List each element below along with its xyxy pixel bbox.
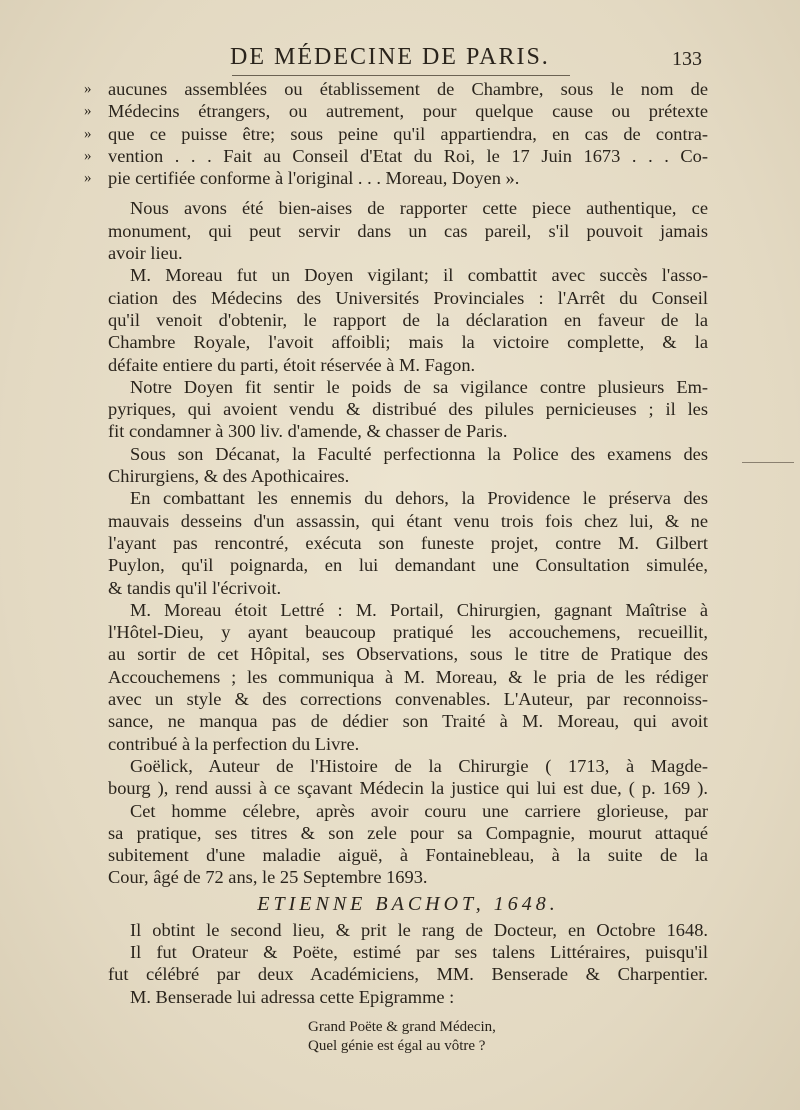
text-line: [108, 666, 708, 688]
page-number: 133: [672, 48, 702, 70]
line-text: avec un style & des corrections convenables. L'Auteur, par reconnoiss-: [108, 689, 708, 710]
text-line: [108, 420, 708, 442]
body-text: [84, 78, 708, 1056]
line-text: Cet homme célebre, après avoir couru une carriere glorieuse, par: [130, 800, 708, 821]
line-text: subitement d'une maladie aiguë, à Fontainebleau, à la suite de la: [108, 845, 708, 866]
line-text: sance, ne manqua pas de dédier son Traité à M. Moreau, qui avoit: [108, 711, 708, 732]
text-line: [108, 220, 708, 242]
text-line: [108, 465, 708, 487]
line-text: vention . . . Fait au Conseil d'Etat du Roi, le 17 Juin 1673 . . . Co-: [108, 145, 708, 166]
text-line: [84, 145, 708, 167]
line-text: l'ayant pas rencontré, exécuta son funeste projet, contre M. Gilbert: [108, 532, 708, 553]
line-text: bourg ), rend aussi à ce sçavant Médecin la justice qui lui est due, ( p. 169 ).: [108, 778, 708, 799]
line-text: monument, qui peut servir dans un cas pareil, s'il pouvoit jamais: [108, 220, 708, 241]
line-text: & tandis qu'il l'écrivoit.: [108, 577, 282, 598]
line-text: M. Moreau étoit Lettré : M. Portail, Chirurgien, gagnant Maîtrise à: [130, 599, 708, 620]
line-text: Goëlick, Auteur de l'Histoire de la Chirurgie ( 1713, à Magde-: [130, 755, 708, 776]
text-line: [108, 354, 708, 376]
text-line: [108, 621, 708, 643]
text-line: [84, 78, 708, 100]
line-text: M. Benserade lui adressa cette Epigramme :: [130, 986, 455, 1007]
line-text: fut célébré par deux Académiciens, MM. Benserade & Charpentier.: [108, 964, 708, 985]
line-text: mauvais desseins d'un assassin, qui étant venu trois fois chez lui, & ne: [108, 510, 708, 531]
text-line: [108, 487, 708, 509]
text-line: [108, 532, 708, 554]
verse-line: Quel génie est égal au vôtre ?: [308, 1037, 486, 1054]
text-line: [108, 443, 708, 465]
text-line: [108, 986, 708, 1008]
text-line: [108, 331, 708, 353]
line-text: En combattant les ennemis du dehors, la Providence le préserva des: [130, 488, 708, 509]
text-line: [108, 398, 708, 420]
line-text: pie certifiée conforme à l'original . . . Moreau, Doyen ».: [108, 168, 520, 189]
line-text: au sortir de cet Hôpital, ses Observations, sous le titre de Pratique des: [108, 644, 708, 665]
verse-line: Grand Poëte & grand Médecin,: [308, 1018, 496, 1035]
text-line: [84, 100, 708, 122]
text-line: [84, 167, 708, 189]
text-line: [108, 941, 708, 963]
line-text: Chambre Royale, l'avoit affoibli; mais la victoire complette, & la: [108, 332, 708, 353]
text-line: [108, 919, 708, 941]
text-line: [108, 599, 708, 621]
line-text: avoir lieu.: [108, 243, 183, 264]
line-text: Sous son Décanat, la Faculté perfectionna la Police des examens des: [130, 443, 708, 464]
header-rule: [232, 75, 570, 76]
line-text: Il obtint le second lieu, & prit le rang de Docteur, en Octobre 1648.: [130, 919, 708, 940]
line-text: Il fut Orateur & Poëte, estimé par ses talens Littéraires, puisqu'il: [130, 941, 708, 962]
line-text: ciation des Médecins des Universités Provinciales : l'Arrêt du Conseil: [108, 287, 708, 308]
text-line: [108, 963, 708, 985]
text-line: [108, 755, 708, 777]
text-line: [108, 554, 708, 576]
text-line: [108, 309, 708, 331]
line-text: sa pratique, ses titres & son zele pour sa Compagnie, mourut attaqué: [108, 822, 708, 843]
text-line: [108, 376, 708, 398]
text-line: [108, 866, 708, 888]
page-header: [0, 44, 800, 74]
quotation-mark: »: [84, 125, 92, 142]
text-line: [84, 123, 708, 145]
quotation-mark: »: [84, 103, 92, 120]
section-heading: ETIENNE BACHOT, 1648.: [257, 892, 559, 915]
text-line: [108, 710, 708, 732]
epigram-verse: [108, 1018, 708, 1056]
line-text: Cour, âgé de 72 ans, le 25 Septembre 1693.: [108, 867, 428, 888]
text-line: [108, 287, 708, 309]
line-text: Nous avons été bien-aises de rapporter cette piece authentique, ce: [130, 198, 708, 219]
quotation-mark: »: [84, 81, 92, 97]
text-line: [108, 242, 708, 264]
line-text: pyriques, qui avoient vendu & distribué des pilules pernicieuses ; il les: [108, 399, 708, 420]
text-line: [108, 643, 708, 665]
text-line: [108, 688, 708, 710]
line-text: l'Hôtel-Dieu, y ayant beaucoup pratiqué les accouchemens, recueillit,: [108, 622, 708, 643]
line-text: Notre Doyen fit sentir le poids de sa vigilance contre plusieurs Em-: [130, 376, 708, 397]
text-line: [108, 197, 708, 219]
line-text: Accouchemens ; les communiqua à M. Moreau, & le pria de les rédiger: [108, 666, 708, 687]
text-line: [108, 822, 708, 844]
text-line: [108, 577, 708, 599]
running-head: DE MÉDECINE DE PARIS.: [230, 44, 550, 70]
text-line: [108, 844, 708, 866]
text-line: [108, 777, 708, 799]
paragraphs-block: [84, 78, 708, 889]
line-text: que ce puisse être; sous peine qu'il appartiendra, en cas de contra-: [108, 123, 708, 144]
quotation-mark: »: [84, 147, 92, 164]
quotation-mark: »: [84, 170, 92, 187]
line-text: fit condamner à 300 liv. d'amende, & chasser de Paris.: [108, 421, 508, 442]
line-text: aucunes assemblées ou établissement de Chambre, sous le nom de: [108, 79, 708, 99]
line-text: qu'il venoit d'obtenir, le rapport de la déclaration en faveur de la: [108, 309, 708, 330]
text-line: [108, 733, 708, 755]
text-line: [108, 800, 708, 822]
paragraphs-after-heading: [108, 919, 708, 1008]
text-line: [108, 510, 708, 532]
line-text: défaite entiere du parti, étoit réservée à M. Fagon.: [108, 354, 476, 375]
line-text: Chirurgiens, & des Apothicaires.: [108, 466, 350, 487]
line-text: Médecins étrangers, ou autrement, pour quelque cause ou prétexte: [108, 101, 708, 122]
margin-mark: [742, 462, 794, 463]
line-text: Puylon, qu'il poignarda, en lui demandant une Consultation simulée,: [108, 555, 708, 576]
line-text: contribué à la perfection du Livre.: [108, 733, 360, 754]
line-text: M. Moreau fut un Doyen vigilant; il combattit avec succès l'asso-: [130, 265, 708, 286]
text-line: [108, 264, 708, 286]
